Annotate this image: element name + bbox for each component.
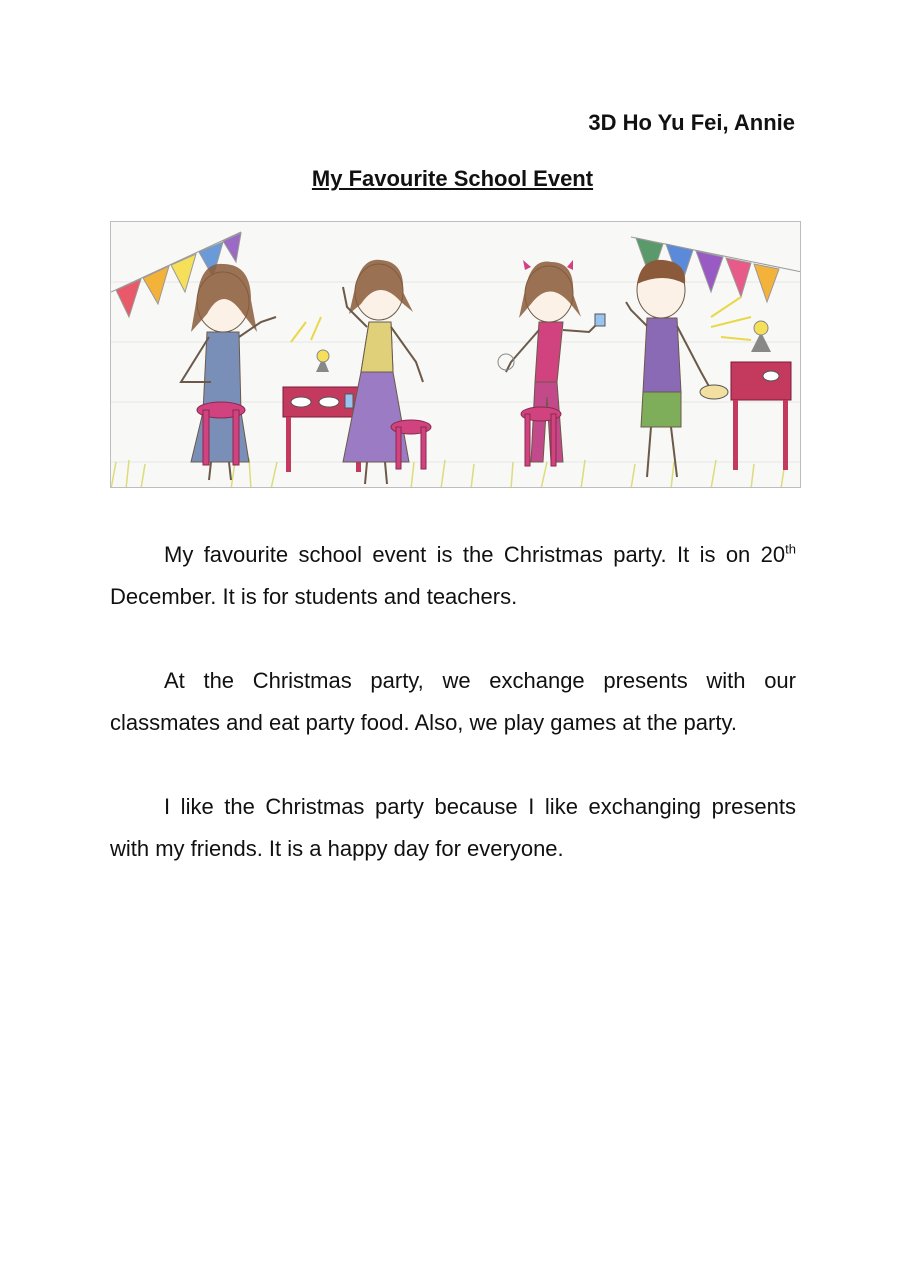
essay-body [110, 534, 796, 912]
paragraph-2: At the Christmas party, we exchange presents with our classmates and eat party food. Also, we play games at the party. [110, 668, 796, 735]
author-name: 3D Ho Yu Fei, Annie [588, 110, 795, 135]
paragraph-1-text-after: December. It is for students and teachers. [110, 584, 518, 609]
crayon-drawing-children-party-icon [111, 222, 801, 488]
ordinal-number: 20 [760, 542, 786, 567]
page-title: My Favourite School Event [311, 166, 594, 191]
paragraph-3: I like the Christmas party because I like exchanging presents with my friends. It is a happy day for everyone. [110, 794, 796, 861]
paragraph-1-text-before: My favourite school event is the Christmas party. It is on [164, 542, 761, 567]
ordinal-suffix: th [785, 541, 796, 557]
christmas-party-drawing [110, 221, 801, 488]
paragraph-1 [110, 534, 796, 618]
